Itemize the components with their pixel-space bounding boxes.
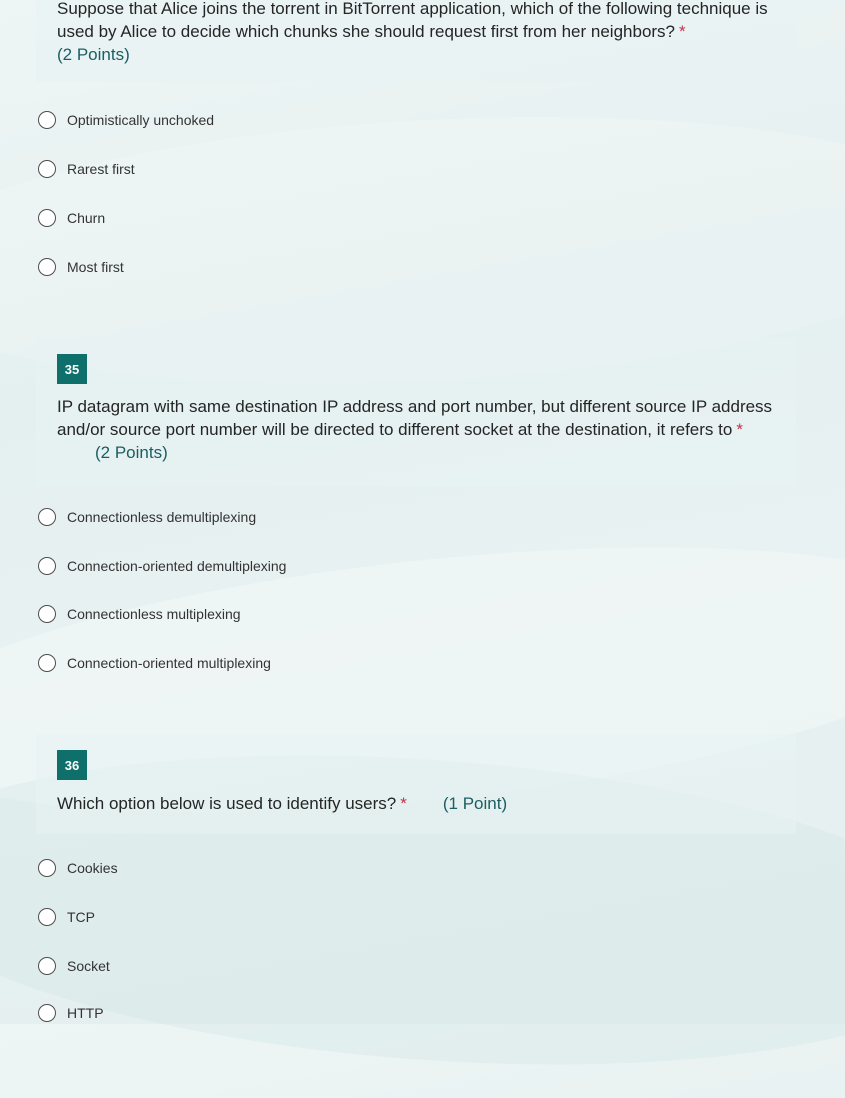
radio-button[interactable] xyxy=(38,160,56,178)
radio-button[interactable] xyxy=(38,111,56,129)
option-label: Connection-oriented demultiplexing xyxy=(67,558,287,574)
option-most-first[interactable] xyxy=(38,256,124,278)
option-label: Rarest first xyxy=(67,161,135,177)
question-text: IP datagram with same destination IP address and port number, but different source IP address and/or source port number will be directed to different socket at the destination, it refers to xyxy=(57,397,773,439)
radio-button[interactable] xyxy=(38,957,56,975)
required-asterisk: * xyxy=(400,794,407,813)
required-asterisk: * xyxy=(679,22,686,41)
option-socket[interactable] xyxy=(38,955,110,977)
required-asterisk: * xyxy=(736,420,743,439)
radio-button[interactable] xyxy=(38,908,56,926)
question-card xyxy=(36,734,796,834)
question-title xyxy=(57,0,777,66)
option-connection-oriented-multiplexing[interactable] xyxy=(38,652,271,674)
option-label: Connectionless multiplexing xyxy=(67,606,241,622)
question-points: (2 Points) xyxy=(95,443,168,462)
question-text: Which option below is used to identify users? xyxy=(57,794,397,813)
radio-button[interactable] xyxy=(38,209,56,227)
option-label: Socket xyxy=(67,958,110,974)
option-rarest-first[interactable] xyxy=(38,158,135,180)
question-text: Suppose that Alice joins the torrent in BitTorrent application, which of the following technique is used by Alice to decide which chunks she should request first from her neighbors? xyxy=(57,0,768,41)
option-label: Optimistically unchoked xyxy=(67,112,215,128)
option-churn[interactable] xyxy=(38,207,105,229)
option-http[interactable] xyxy=(38,1002,104,1024)
option-label: Connection-oriented multiplexing xyxy=(67,655,271,671)
option-label: Churn xyxy=(67,210,106,226)
option-optimistically-unchoked[interactable] xyxy=(38,109,214,131)
radio-button[interactable] xyxy=(38,557,56,575)
option-label: Cookies xyxy=(67,860,118,876)
question-points: (2 Points) xyxy=(57,45,130,64)
radio-button[interactable] xyxy=(38,258,56,276)
radio-button[interactable] xyxy=(38,1004,56,1022)
radio-button[interactable] xyxy=(38,508,56,526)
option-connectionless-demultiplexing[interactable] xyxy=(38,506,256,528)
option-label: Connectionless demultiplexing xyxy=(67,509,257,525)
option-label: HTTP xyxy=(67,1005,104,1021)
question-title xyxy=(57,792,777,815)
radio-button[interactable] xyxy=(38,605,56,623)
option-connection-oriented-demultiplexing[interactable] xyxy=(38,555,286,577)
radio-button[interactable] xyxy=(38,654,56,672)
radio-button[interactable] xyxy=(38,859,56,877)
question-number-badge: 35 xyxy=(57,354,87,384)
option-label: TCP xyxy=(67,909,95,925)
option-cookies[interactable] xyxy=(38,857,118,879)
question-title xyxy=(57,395,777,464)
option-tcp[interactable] xyxy=(38,906,95,928)
question-points: (1 Point) xyxy=(442,794,508,813)
option-connectionless-multiplexing[interactable] xyxy=(38,603,241,625)
option-label: Most first xyxy=(67,259,124,275)
question-number-badge: 36 xyxy=(57,750,87,780)
